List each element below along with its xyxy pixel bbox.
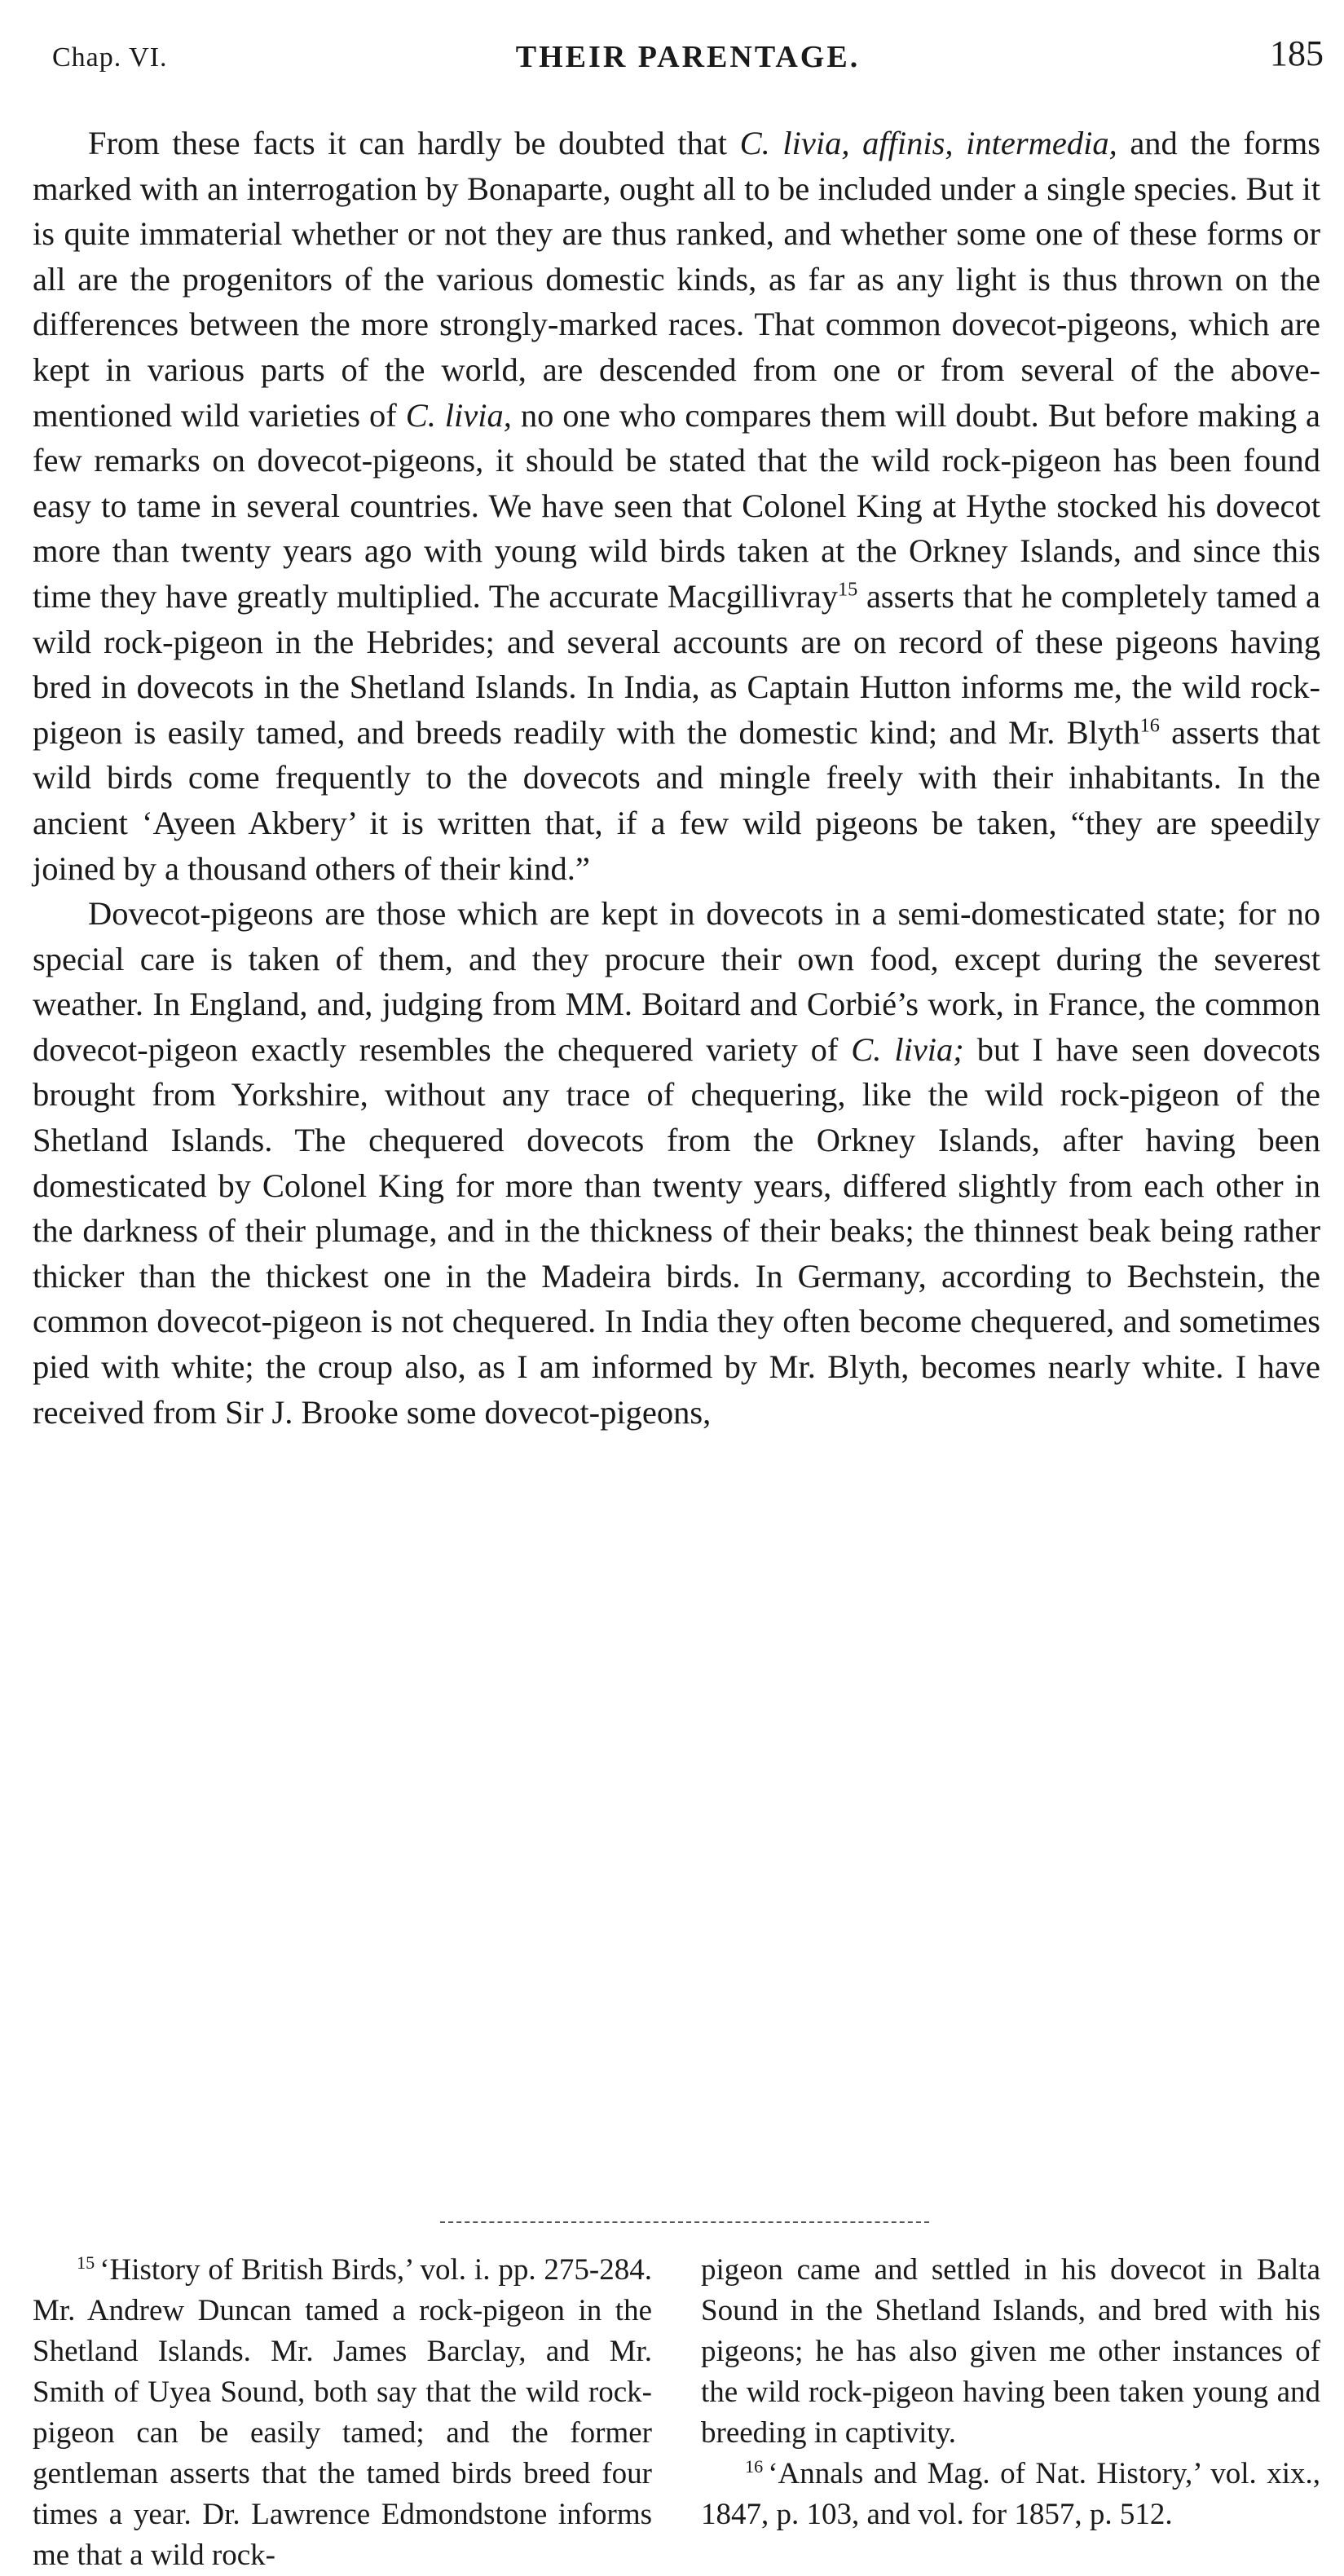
footnote-separator xyxy=(440,2221,929,2223)
footnote-15-text-cont: pigeon came and settled in his dovecot in Balta Sound in the Shetland Islands, and bred with his pigeons; he has also given me other instances of the wild rock-pigeon having been taken young and breeding in captivity. xyxy=(701,2253,1320,2450)
paragraph-1 xyxy=(33,121,1320,891)
p1-text-g: asserts that wild birds come frequently to the dovecots and mingle freely with their inhabitants. In the ancient ‘Ayeen Akbery’ it is written that, if a few wild pigeons be taken, “they are speedily joined by a thousand others of their kind.” xyxy=(33,713,1320,887)
p1-text-e: no one who compares them will doubt. But before making a few remarks on dovecot-pigeons, it should be stated that the wild rock-pigeon has been found easy to tame in several countries. We have seen that Colonel King at Hythe stocked his dovecot more than twenty years ago with young wild birds taken at the Orkney Islands, and since this time they have greatly multiplied. The accurate Macgillivray xyxy=(33,396,1320,615)
footnote-ref-16[interactable]: 16 xyxy=(1139,714,1160,737)
footnote-column-right xyxy=(701,2250,1320,2576)
running-title: THEIR PARENTAGE. xyxy=(515,40,861,74)
p2-text-c: but I have seen dovecots brought from Yorkshire, without any trace of chequering, like the wild rock-pigeon of the Shetland Islands. The chequered dovecots from the Orkney Islands, after having been domesticated by Colonel King for more than twenty years, differed slightly from each other in the darkness of their plumage, and in the thickness of their beaks; the thinnest beak being rather thicker than the thickest one in the Madeira birds. In Germany, according to Bechstein, the common dovecot-pigeon is not chequered. In India they often become chequered, and sometimes pied with white; the croup also, as I am informed by Mr. Blyth, becomes nearly white. I have received from Sir J. Brooke some dovecot-pigeons, xyxy=(33,1030,1321,1431)
footnote-15-text: ‘History of British Birds,’ vol. i. pp. 275-284. Mr. Andrew Duncan tamed a rock-pigeon in the Shetland Islands. Mr. James Barclay, and Mr. Smith of Uyea Sound, both say that the wild rock-pigeon can be easily tamed; and the former gentleman asserts that the tamed birds breed four times a year. Dr. Lawrence Edmondstone informs me that a wild rock- xyxy=(33,2253,652,2572)
footnotes xyxy=(33,2250,1320,2576)
footnote-15-number: 15 xyxy=(77,2252,95,2273)
footnote-16-text: ‘Annals and Mag. of Nat. History,’ vol. xix., 1847, p. 103, and vol. for 1857, p. 512. xyxy=(701,2457,1320,2531)
paragraph-2 xyxy=(33,891,1320,1435)
footnote-16 xyxy=(701,2454,1320,2535)
p1-text-f: asserts that he completely tamed a wild rock-pigeon in the Hebrides; and several accounts are on record of these pigeons having bred in dovecots in the Shetland Islands. In India, as Captain Hutton informs me, the wild rock-pigeon is easily tamed, and breeds readily with the domestic kind; and Mr. Blyth xyxy=(33,577,1320,751)
body-text xyxy=(33,121,1320,1435)
p1-species-names: C. livia, affinis, intermedia, xyxy=(739,125,1117,161)
footnote-column-left xyxy=(33,2250,652,2576)
p1-text-c: and the forms marked with an interrogation by Bonaparte, ought all to be included under a single species. But it is quite immaterial whether or not they are thus ranked, and whether some one of these forms or all are the progenitors of the various domestic kinds, as far as any light is thus thrown on the differences between the more strongly-marked races. That common dovecot-pigeons, which are kept in various parts of the world, are descended from one or from several of the above-mentioned wild varieties of xyxy=(33,125,1320,434)
p2-species-livia: C. livia; xyxy=(851,1030,964,1068)
chapter-label: Chap. VI. xyxy=(52,42,168,73)
footnote-15 xyxy=(33,2250,652,2576)
page-number: 185 xyxy=(1270,33,1324,73)
footnote-ref-15[interactable]: 15 xyxy=(838,578,858,601)
footnote-16-number: 16 xyxy=(745,2455,764,2477)
footnote-15-continued xyxy=(701,2250,1320,2454)
p1-species-livia: C. livia, xyxy=(405,396,512,434)
p2-text-a: Dovecot-pigeons are those which are kept in dovecots in a semi-domesticated state; for no special care is taken of them, and they procure their own food, except during the severest weather. In England, and, judging from MM. Boitard and Corbié’s work, in France, the common dovecot-pigeon exactly resembles the chequered variety of xyxy=(33,895,1320,1068)
p1-text-a: From these facts it can hardly be doubted that xyxy=(88,125,740,161)
running-head xyxy=(52,33,1324,82)
